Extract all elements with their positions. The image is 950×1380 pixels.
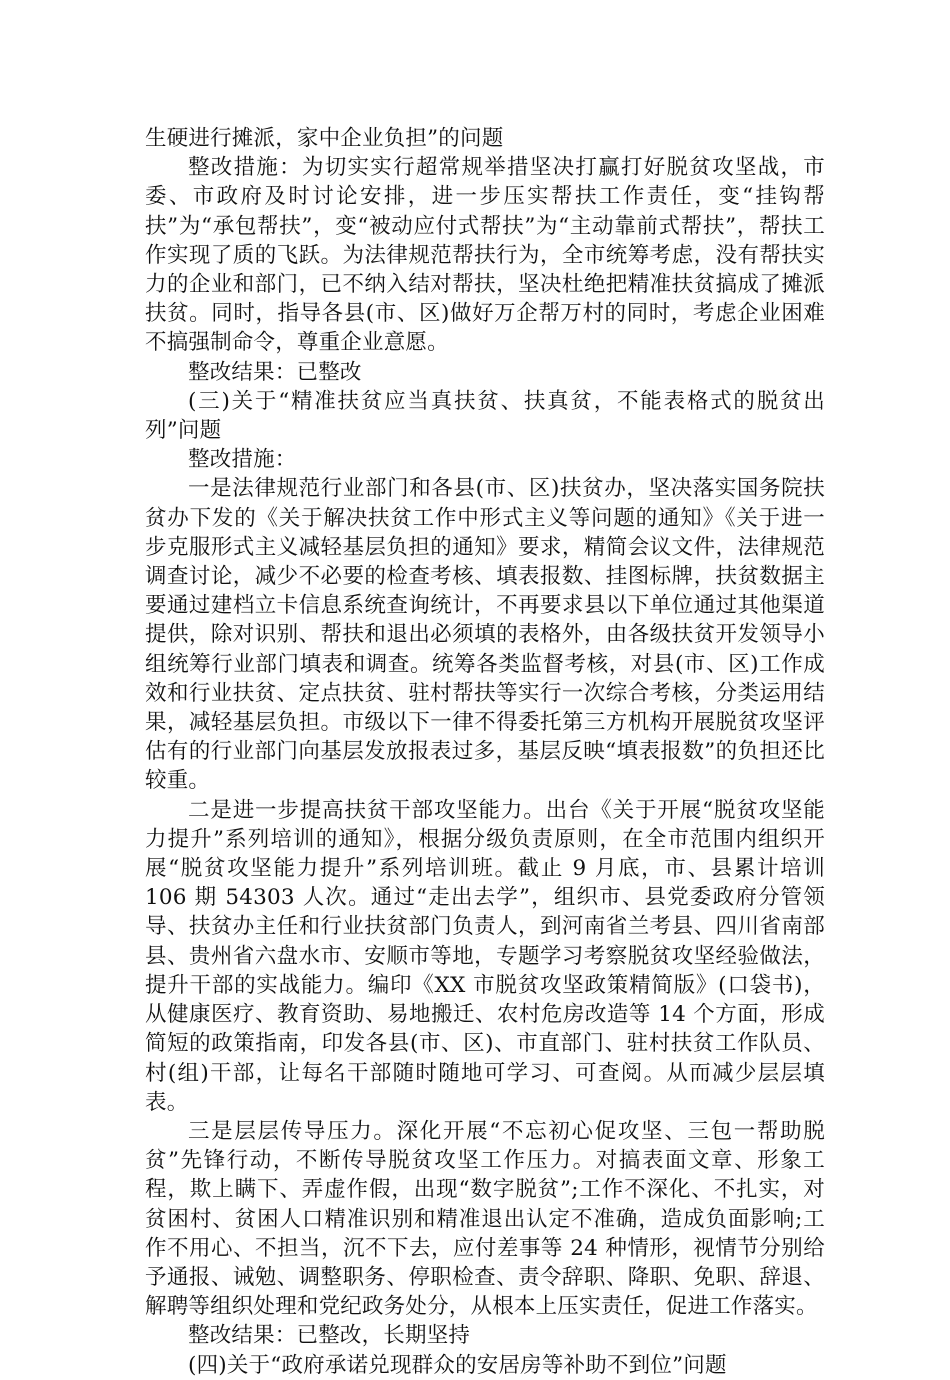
paragraph-continuation: 生硬进行摊派，家中企业负担”的问题 xyxy=(145,126,504,151)
paragraph-measures-label: 整改措施： xyxy=(188,447,297,473)
paragraph-rectification-result: 整改结果：已整改 xyxy=(188,359,362,385)
paragraph-result-ongoing: 整改结果：已整改，长期坚持 xyxy=(188,1323,471,1349)
paragraph-rectification-measures: 整改措施：为切实实行超常规举措坚决打赢打好脱贫攻坚战，市委、市政府及时讨论安排，进一步压实帮扶工作责任，变“挂钩帮扶”为“承包帮扶”，变“被动应付式帮扶”为“主动靠前式帮扶”，帮扶工作实现了质的飞跃。为法律规范帮扶行为，全市统筹考虑，没有帮扶实力的企业和部门，已不纳入结对帮扶，坚决杜绝把精准扶贫搞成了摊派扶贫。同时，指导各县(市、区)做好万企帮万村的同时，考虑企业困难不搞强制命令，尊重企业意愿。 xyxy=(145,155,825,356)
paragraph-measure-two: 二是进一步提高扶贫干部攻坚能力。出台《关于开展“脱贫攻坚能力提升”系列培训的通知》，根据分级负责原则，在全市范围内组织开展“脱贫攻坚能力提升”系列培训班。截止 9 月底，市、县累计培训 106 期 54303 人次。通过“走出去学”，组织市、县党委政府分管领导、扶贫办主任和行业扶贫部门负责人，到河南省兰考县、四川省南部县、贵州省六盘水市、安顺市等地，专题学习考察脱贫攻坚经验做法，提升干部的实战能力。编印《XX 市脱贫攻坚政策精简版》(口袋书)，从健康医疗、教育资助、易地搬迁、农村危房改造等 14 个方面，形成简短的政策指南，印发各县(市、区)、市直部门、驻村扶贫工作队员、村(组)干部，让每名干部随时随地可学习、可查阅。从而减少层层填表。 xyxy=(145,797,825,1115)
paragraph-measure-three: 三是层层传导压力。深化开展“不忘初心促攻坚、三包一帮助脱贫”先锋行动，不断传导脱贫攻坚工作压力。对搞表面文章、形象工程，欺上瞒下、弄虚作假，出现“数字脱贫”;工作不深化、不扎实，对贫困村、贫困人口精准识别和精准退出认定不准确，造成负面影响;工作不用心、不担当，沉不下去，应付差事等 24 种情形，视情节分别给予通报、诫勉、调整职务、停职检查、责令辞职、降职、免职、辞退、解聘等组织处理和党纪政务处分，从根本上压实责任，促进工作落实。 xyxy=(145,1118,825,1320)
document-page xyxy=(145,124,825,1380)
section-heading-3: (三)关于“精准扶贫应当真扶贫、扶真贫，不能表格式的脱贫出列”问题 xyxy=(145,388,825,444)
section-heading-4: (四)关于“政府承诺兑现群众的安居房等补助不到位”问题 xyxy=(188,1352,727,1378)
paragraph-measure-one: 一是法律规范行业部门和各县(市、区)扶贫办，坚决落实国务院扶贫办下发的《关于解决扶贫工作中形式主义等问题的通知》《关于进一步克服形式主义减轻基层负担的通知》要求，精简会议文件，法律规范调查讨论，减少不必要的检查考核、填表报数、挂图标牌，扶贫数据主要通过建档立卡信息系统查询统计，不再要求县以下单位通过其他渠道提供，除对识别、帮扶和退出必须填的表格外，由各级扶贫开发领导小组统筹行业部门填表和调查。统筹各类监督考核，对县(市、区)工作成效和行业扶贫、定点扶贫、驻村帮扶等实行一次综合考核，分类运用结果，减轻基层负担。市级以下一律不得委托第三方机构开展脱贫攻坚评估有的行业部门向基层发放报表过多，基层反映“填表报数”的负担还比较重。 xyxy=(145,476,825,794)
